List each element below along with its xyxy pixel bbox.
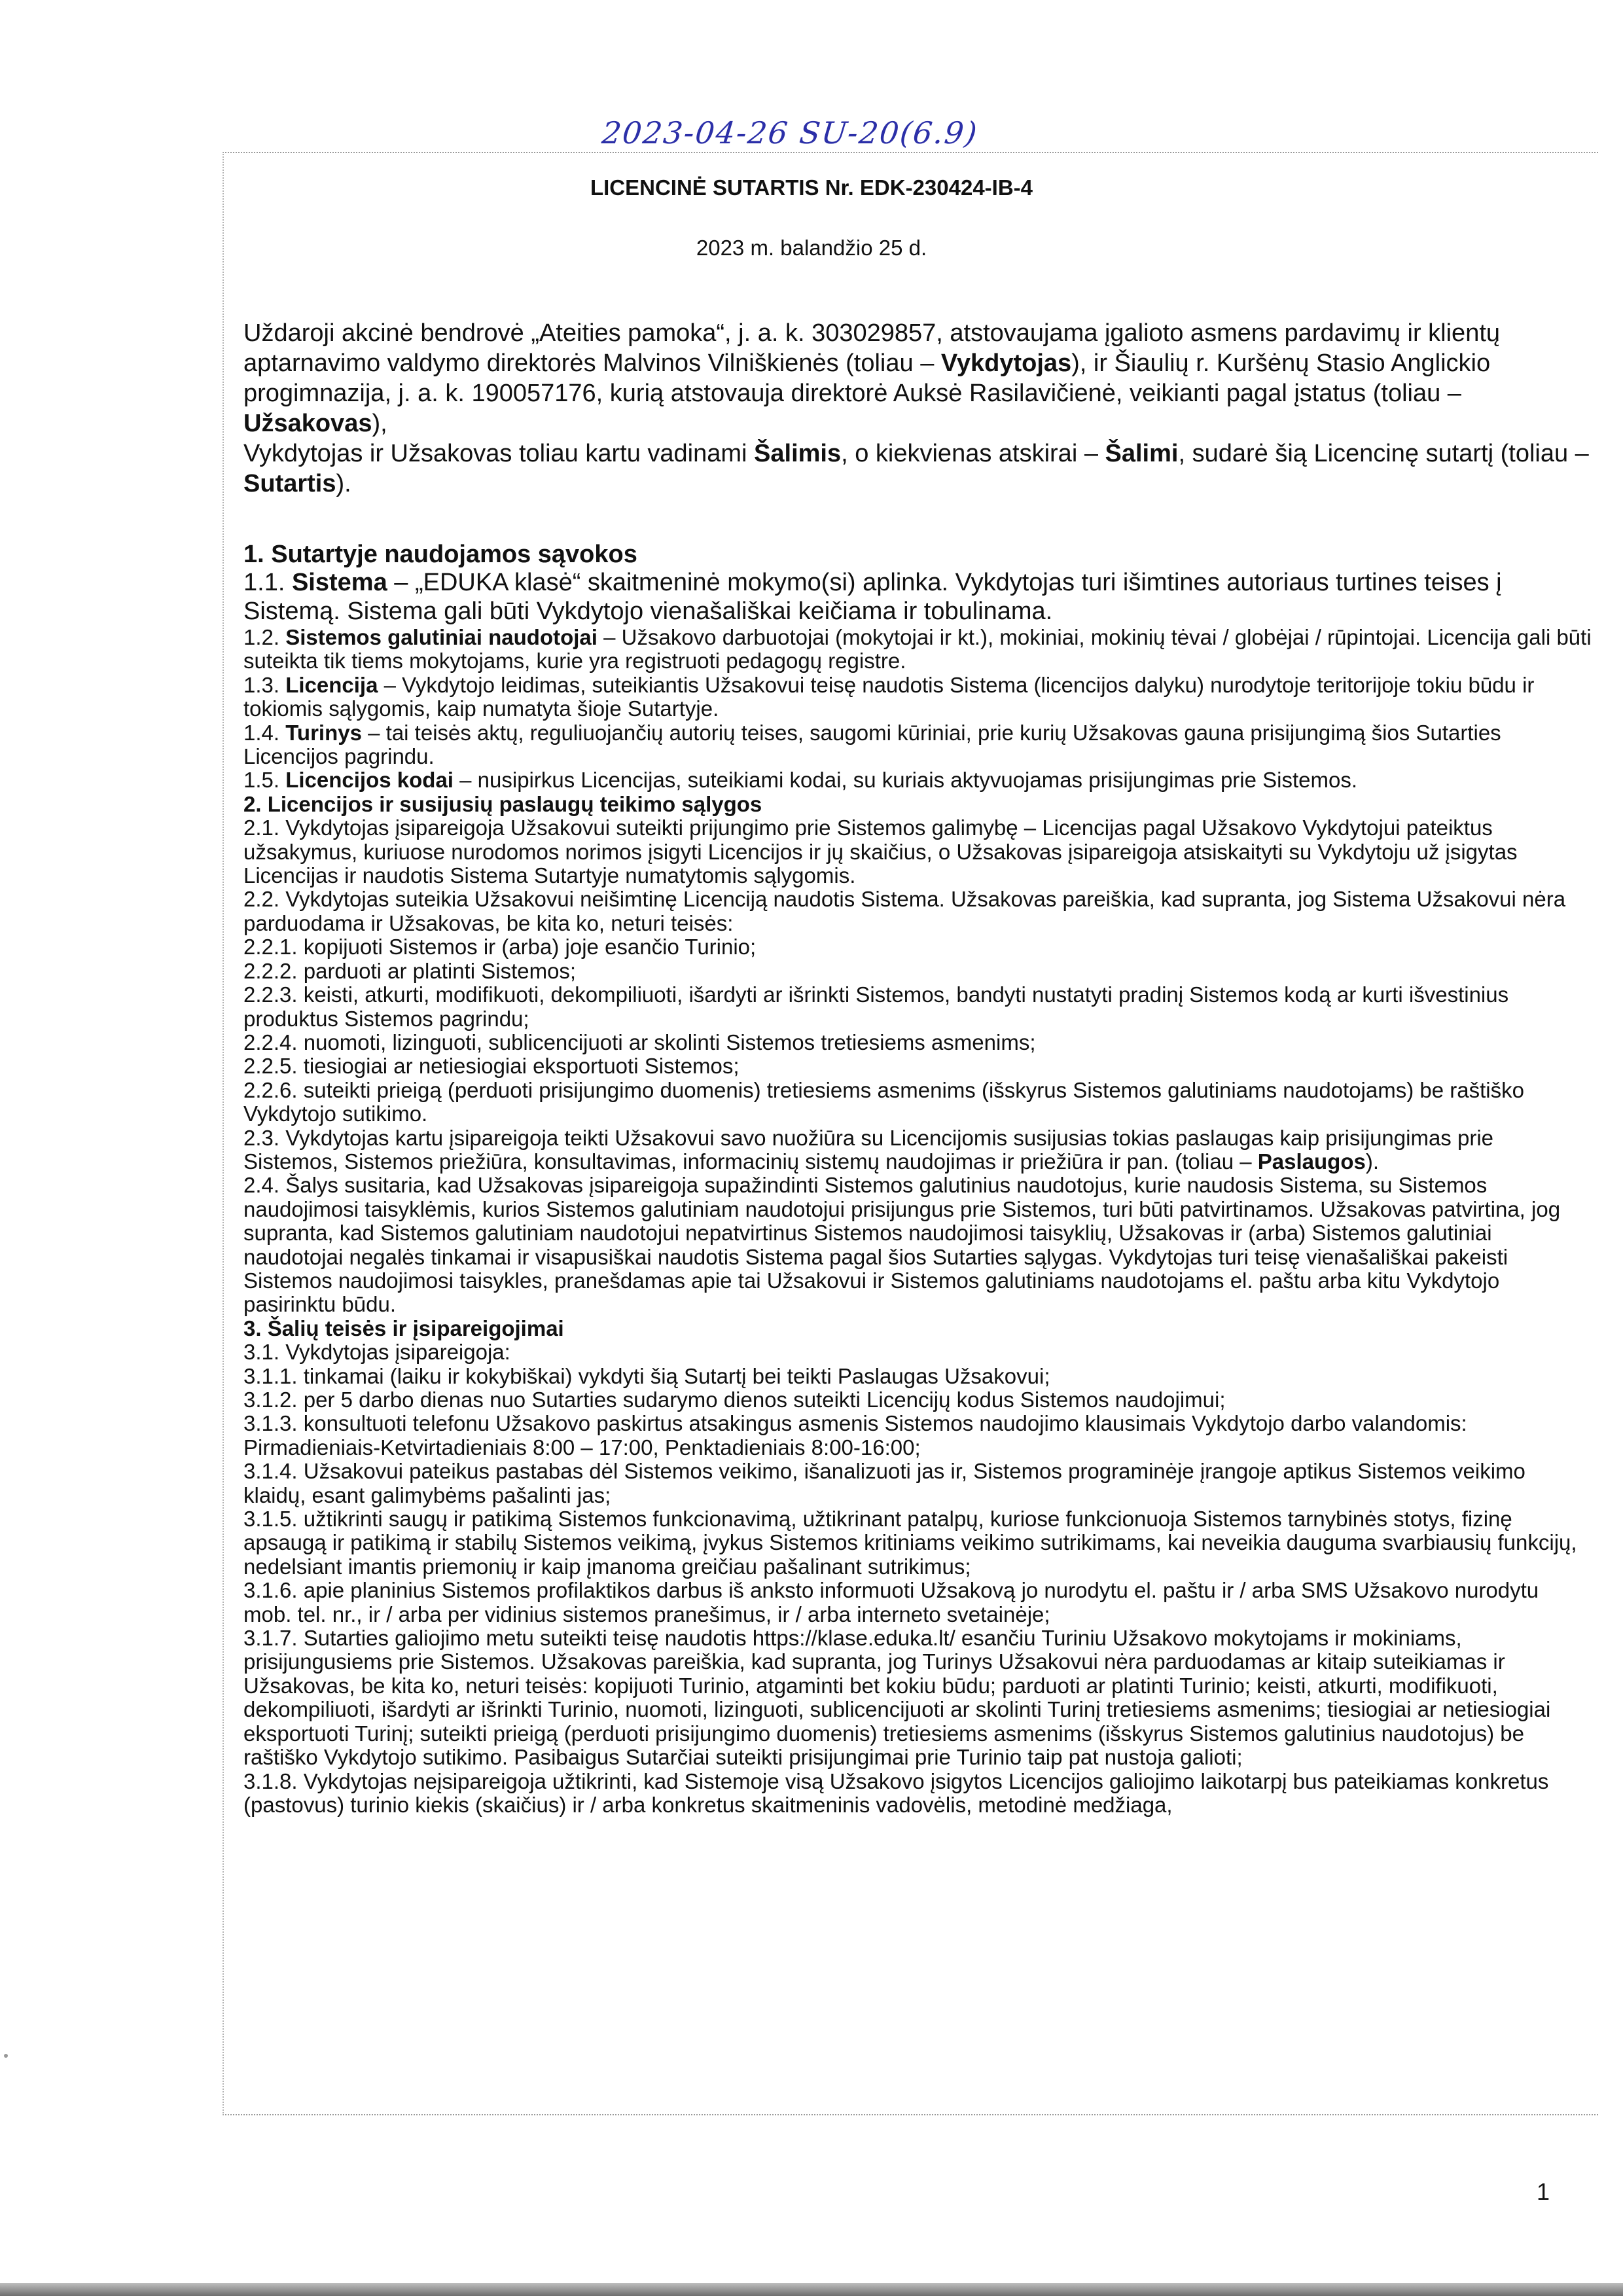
clause-term: Sistemos galutiniai naudotojai (285, 625, 597, 649)
clause-2-2-3: 2.2.3. keisti, atkurti, modifikuoti, dekompiliuoti, išardyti ar išrinkti Sistemos, bandyti nustatyti pradinį Sistemos kodą ar kurti išvestinius produktus Sistemos pagrindu; (243, 982, 1509, 1031)
clause-1-5 (243, 768, 1592, 792)
intro-text: Vykdytojas ir Užsakovas toliau kartu vadinami (243, 440, 755, 467)
document-date: 2023 m. balandžio 25 d. (696, 236, 927, 260)
clause-text: 2.3. Vykdytojas kartu įsipareigoja teikti Užsakovui savo nuožiūra su Licencijomis susijusias tokias paslaugas kaip prisijungimas prie Sistemos, Sistemos priežiūra, konsultavimas, informacinių sistemų naudojimas ir priežiūra ir pan. (toliau – (243, 1125, 1494, 1174)
intro-text: , sudarė šią Licencinę sutartį (toliau – (1178, 440, 1589, 467)
term-uzsakovas: Užsakovas (243, 410, 372, 437)
term-salimi: Šalimi (1105, 440, 1179, 467)
clause-term: Sistema (291, 569, 387, 596)
document-body (243, 318, 1592, 1817)
clause-3-1-6: 3.1.6. apie planinius Sistemos profilaktikos darbus iš anksto informuoti Užsakovą jo nurodytu el. paštu ir / arba SMS Užsakovo nurodytu mob. tel. nr., ir / arba per vidinius sistemos pranešimus, ir / arba interneto svetainėje; (243, 1578, 1539, 1626)
term-salimis: Šalimis (754, 440, 842, 467)
clause-2-2-5: 2.2.5. tiesiogiai ar netiesiogiai eksportuoti Sistemos; (243, 1054, 740, 1079)
clause-number: 1.5. (243, 768, 286, 793)
intro-text: ). (336, 470, 351, 497)
clause-3-1: 3.1. Vykdytojas įsipareigoja: (243, 1340, 510, 1365)
clause-2-2-2: 2.2.2. parduoti ar platinti Sistemos; (243, 958, 577, 983)
clause-term: Licencija (285, 672, 378, 697)
clause-3-1-1: 3.1.1. tinkamai (laiku ir kokybiškai) vykdyti šią Sutartį bei teikti Paslaugas Užsakovui; (243, 1363, 1050, 1388)
clause-3-1-4: 3.1.4. Užsakovui pateikus pastabas dėl Sistemos veikimo, išanalizuoti jas ir, Sistemos programinėje įrangoje aptikus Sistemos veikimo klaidų, esant galimybėms pašalinti jas; (243, 1459, 1525, 1507)
clause-1-2 (243, 626, 1592, 673)
section-3-heading: 3. Šalių teisės ir įsipareigojimai (243, 1316, 564, 1340)
clause-3-1-3: 3.1.3. konsultuoti telefonu Užsakovo paskirtus atsakingus asmenis Sistemos naudojimo klausimais Vykdytojo darbo valandomis: Pirmadieniais-Ketvirtadieniais 8:00 – 17:00, Penktadieniais 8:00-16:00; (243, 1411, 1467, 1460)
intro-text: Uždaroji akcinė bendrovė „Ateities pamoka“, j. a. k. 303029857, atstovaujama įgalioto asmens pardavimų ir klientų aptarnavimo valdymo direktorės Malvinos Vilniškienės (toliau – (243, 319, 1501, 377)
term-paslaugos: Paslaugos (1257, 1149, 1366, 1174)
clause-text: – nusipirkus Licencijas, suteikiami kodai, su kuriais aktyvuojamas prisijungimas prie Sistemos. (453, 768, 1358, 793)
clause-number: 1.3. (243, 672, 286, 697)
handwritten-registration-stamp: 2023-04-26 SU-20(6.9) (600, 115, 980, 151)
section-1-heading: 1. Sutartyje naudojamos sąvokos (243, 541, 637, 568)
term-vykdytojas: Vykdytojas (940, 350, 1072, 377)
clause-2-1: 2.1. Vykdytojas įsipareigoja Užsakovui suteikti prijungimo prie Sistemos galimybę – Licencijas pagal Užsakovo Vykdytojui pateiktus užsakymus, kuriuose nurodomos norimos įsigyti Licencijos ir jų skaičius, o Užsakovas įsipareigoja atsiskaityti su Vykdytoju už įsigytas Licencijas ir naudotis Sistema Sutartyje numatytomis sąlygomis. (243, 816, 1518, 888)
clause-text: – Užsakovo darbuotojai (mokytojai ir kt.), mokiniai, mokinių tėvai / globėjai / rūpintojai. Licencija gali būti suteikta tik tiems mokytojams, kurie yra registruoti pedagogų registre. (243, 625, 1592, 673)
clause-2-2-1: 2.2.1. kopijuoti Sistemos ir (arba) joje esančio Turinio; (243, 935, 757, 960)
term-sutartis: Sutartis (243, 470, 336, 497)
clause-text: – Vykdytojo leidimas, suteikiantis Užsakovui teisę naudotis Sistema (licencijos dalyku) nurodytoje teritorijoje tokiu būdu ir tokiomis sąlygomis, kaip numatyta šioje Sutartyje. (243, 672, 1535, 721)
clause-number: 1.1. (243, 569, 292, 596)
clause-number: 1.2. (243, 625, 286, 649)
clause-1-4 (243, 721, 1592, 769)
clause-number: 1.4. (243, 720, 286, 745)
clause-1-3 (243, 673, 1592, 721)
clause-2-3 (243, 1126, 1592, 1174)
clause-text: ). (1365, 1149, 1380, 1174)
clause-3-1-5: 3.1.5. užtikrinti saugų ir patikimą Sistemos funkcionavimą, užtikrinant patalpų, kuriose funkcionuoja Sistemos tarnybinės stotys, fizinę apsaugą ir patikimą ir stabilų Sistemos veikimą, įvykus Sistemos kritiniams veikimo sutrikimams, kai neveikia dauguma svarbiausių funkcijų, nedelsiant imantis priemonių ir kaip įmanoma greičiau pašalinant sutrikimus; (243, 1507, 1577, 1579)
scan-bottom-edge (0, 2283, 1623, 2296)
clause-text: – tai teisės aktų, reguliuojančių autorių teises, saugomi kūriniai, prie kurių Užsakovas gauna prisijungimą šios Sutarties Licencijos pagrindu. (243, 720, 1501, 769)
clause-text: – „EDUKA klasė“ skaitmeninė mokymo(si) aplinka. Vykdytojas turi išimtines autoriaus turtines teises į Sistemą. Sistema gali būti Vykdytojo vienašališkai keičiama ir tobulinama. (243, 569, 1502, 625)
clause-3-1-2: 3.1.2. per 5 darbo dienas nuo Sutarties sudarymo dienos suteikti Licencijų kodus Sistemos naudojimui; (243, 1388, 1226, 1412)
parties-paragraph (243, 318, 1592, 499)
clause-1-1 (243, 568, 1592, 626)
clause-2-4: 2.4. Šalys susitaria, kad Užsakovas įsipareigoja supažindinti Sistemos galutinius naudotojus, kurie naudosis Sistema, su Sistemos naudojimosi taisyklėmis, kurios Sistemos galutiniam naudotojui prisijungus prie Sistemos, turi būti patvirtinamos. Užsakovas patvirtina, jog supranta, kad Sistemos galutiniam naudotojui nepatvirtinus Sistemos naudojimosi taisyklių, Užsakovas ir (arba) Sistemos galutiniai naudotojai negalės tinkamai ir visapusiškai naudotis Sistema pagal šios Sutarties sąlygas. Vykdytojas turi teisę vienašališkai pakeisti Sistemos naudojimosi taisykles, pranešdamas apie tai Užsakovui ir Sistemos galutiniams naudotojams el. paštu arba kitu Vykdytojo pasirinktu būdu. (243, 1173, 1561, 1317)
clause-2-2-6: 2.2.6. suteikti prieigą (perduoti prisijungimo duomenis) tretiesiems asmenims (išskyrus Sistemos galutiniams naudotojams) be raštiško Vykdytojo sutikimo. (243, 1077, 1524, 1126)
intro-text: ), (372, 410, 387, 437)
intro-text: ), ir Šiaulių r. Kuršėnų Stasio Anglickio progimnazija, j. a. k. 190057176, kurią atstovauja direktorė Auksė Rasilavičienė, veikianti pagal įstatus (toliau – (243, 350, 1491, 407)
clause-3-1-8: 3.1.8. Vykdytojas neįsipareigoja užtikrinti, kad Sistemoje visą Užsakovo įsigytos Licencijos galiojimo laikotarpį bus pateikiamas konkretus (pastovus) turinio kiekis (skaičius) ir / arba konkretus skaitmeninis vadovėlis, metodinė medžiaga, (243, 1768, 1549, 1817)
clause-2-2: 2.2. Vykdytojas suteikia Užsakovui neišimtinę Licenciją naudotis Sistema. Užsakovas pareiškia, kad supranta, jog Sistema Užsakovui nėra parduodama ir Užsakovas, be kita ko, neturi teisės: (243, 887, 1566, 935)
scan-speck (4, 2054, 8, 2058)
clause-term: Turinys (285, 720, 362, 745)
intro-text: , o kiekvienas atskirai – (841, 440, 1105, 467)
section-2-heading: 2. Licencijos ir susijusių paslaugų teikimo sąlygos (243, 791, 762, 816)
clause-term: Licencijos kodai (285, 768, 454, 793)
document-title: LICENCINĖ SUTARTIS Nr. EDK-230424-IB-4 (590, 175, 1033, 200)
clause-2-2-4: 2.2.4. nuomoti, lizinguoti, sublicencijuoti ar skolinti Sistemos tretiesiems asmenims; (243, 1030, 1036, 1054)
clause-3-1-7: 3.1.7. Sutarties galiojimo metu suteikti teisę naudotis https://klase.eduka.lt/ esančiu Turiniu Užsakovo mokytojams ir mokiniams, prisijungusiems prie Sistemos. Užsakovas pareiškia, kad supranta, jog Turinys Užsakovui nėra parduodamas ar kitaip suteikiamas ir Užsakovas, be kita ko, neturi teisės: kopijuoti Turinio, atgaminti bet kokiu būdu; parduoti ar platinti Turinio; keisti, atkurti, modifikuoti, dekompiliuoti, išardyti ar išrinkti Turinio, nuomoti, lizinguoti, sublicencijuoti ar skolinti Turinį tretiesiems asmenims; tiesiogiai ar netiesiogiai eksportuoti Turinį; suteikti prieigą (perduoti prisijungimo duomenis) tretiesiems asmenims (išskyrus Sistemos galutinius naudotojus) be raštiško Vykdytojo sutikimo. Pasibaigus Sutarčiai suteikti prisijungimai prie Turinio taip pat nustoja galioti; (243, 1626, 1551, 1770)
page-number: 1 (1537, 2178, 1550, 2205)
